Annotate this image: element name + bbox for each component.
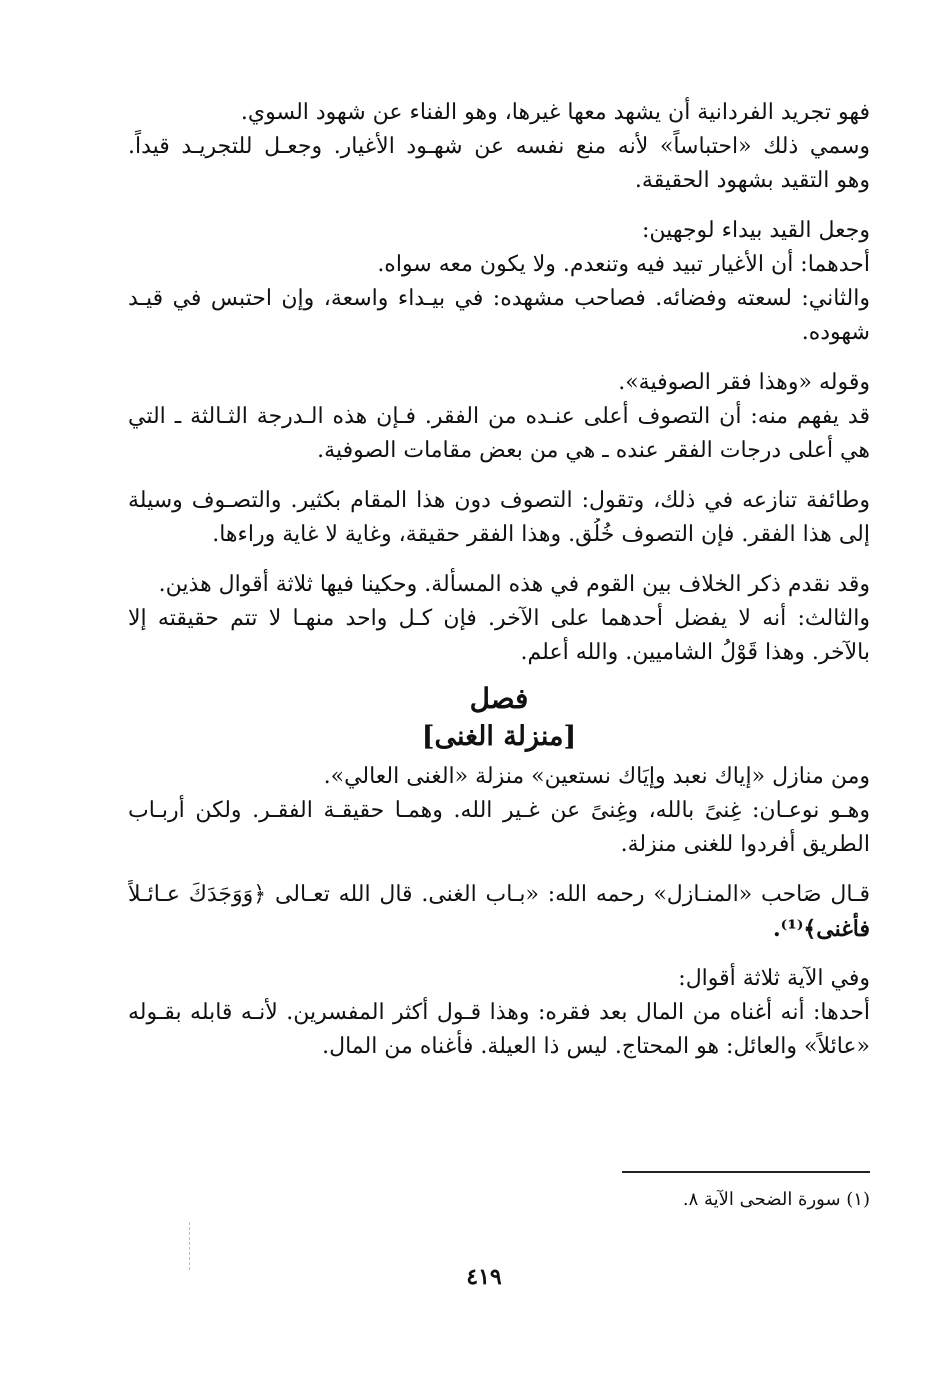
- text-line: وهـو نوعـان: غِنىً بالله، وغِنىً عن غـير الله. وهمـا حقيقـة الفقـر. ولكن أربـاب: [128, 798, 870, 823]
- main-text-column: [128, 96, 870, 1064]
- text-line: وقوله «وهذا فقر الصوفية».: [618, 370, 870, 395]
- chapter-heading: فصل: [469, 682, 529, 715]
- text-line: وقد نقدم ذكر الخلاف بين القوم في هذه المسألة. وحكينا فيها ثلاثة أقوال هذين.: [158, 572, 870, 597]
- footnote-separator: [622, 1171, 870, 1173]
- text-line: ومن منازل «إياك نعبد وإيَاك نستعين» منزلة «الغنى العالي».: [323, 764, 870, 789]
- text-line: هي أعلى درجات الفقر عنده ـ هي من بعض مقامات الصوفية.: [317, 438, 870, 463]
- paragraph-faqr-sufiyya: [128, 366, 870, 468]
- text-line: والثاني: لسعته وفضائه. فصاحب مشهده: في بيـداء واسعة، وإن احتبس في قيـد: [128, 286, 870, 311]
- paragraph-quote-manazil: [128, 878, 870, 946]
- paragraph-tajrid: [128, 96, 870, 198]
- text-line: وهو التقيد بشهود الحقيقة.: [634, 168, 870, 193]
- paragraph-aqwal: [128, 962, 870, 1064]
- paragraph-manzil-ghina: [128, 760, 870, 862]
- paragraph-qayd: [128, 214, 870, 350]
- text-line: والثالث: أنه لا يفضل أحدهما على الآخر. فإن كـل واحد منهـا لا تتم حقيقته إلا: [128, 606, 870, 631]
- text-line: وفي الآية ثلاثة أقوال:: [678, 966, 870, 991]
- text-line: فهو تجريد الفردانية أن يشهد معها غيرها، وهو الفناء عن شهود السوي.: [240, 100, 870, 125]
- text-line: قـال صَاحب «المنـازل» رحمه الله: «بـاب الغنى. قال الله تعـالى ﴿وَوَجَدَكَ عـائـلاً: [128, 882, 870, 907]
- text-line: وجعل القيد بيداء لوجهين:: [642, 218, 870, 243]
- section-heading: [منزلة الغنى]: [421, 721, 577, 752]
- text-line: وطائفة تنازعه في ذلك، وتقول: التصوف دون هذا المقام بكثير. والتصـوف وسيلة: [128, 488, 870, 513]
- text-line: أحدها: أنه أغناه من المال بعد فقره: وهذا قـول أكثر المفسرين. لأنـه قابله بقـوله: [128, 1000, 870, 1025]
- text-line: الطريق أفردوا للغنى منزلة.: [620, 832, 870, 857]
- paragraph-khilaf: [128, 568, 870, 670]
- text-line: قد يفهم منه: أن التصوف أعلى عنـده من الفقر. فـإن هذه الـدرجة الثـالثة ـ التي: [128, 404, 870, 429]
- text-line: إلى هذا الفقر. فإن التصوف خُلُق. وهذا الفقر حقيقة، وغاية لا غاية وراءها.: [212, 522, 870, 547]
- text-line: وسمي ذلك «احتباساً» لأنه منع نفسه عن شهـود الأغيار. وجعـل للتجريـد قيداً.: [128, 134, 870, 159]
- text-line: شهوده.: [801, 320, 870, 345]
- page-number: ٤١٩: [466, 1264, 502, 1290]
- text-line: فأغنى﴾⁽¹⁾.: [772, 916, 870, 942]
- scan-artifact-line: [189, 1222, 190, 1270]
- text-line: بالآخر. وهذا قَوْلُ الشاميين. والله أعلم.: [520, 640, 870, 665]
- text-line: أحدهما: أن الأغيار تبيد فيه وتنعدم. ولا يكون معه سواه.: [377, 252, 870, 277]
- footnote: (١) سورة الضحى الآية ٨.: [682, 1189, 870, 1210]
- text-line: «عائلاً» والعائل: هو المحتاج. ليس ذا العيلة. فأغناه من المال.: [322, 1034, 870, 1059]
- paragraph-taifa: [128, 484, 870, 552]
